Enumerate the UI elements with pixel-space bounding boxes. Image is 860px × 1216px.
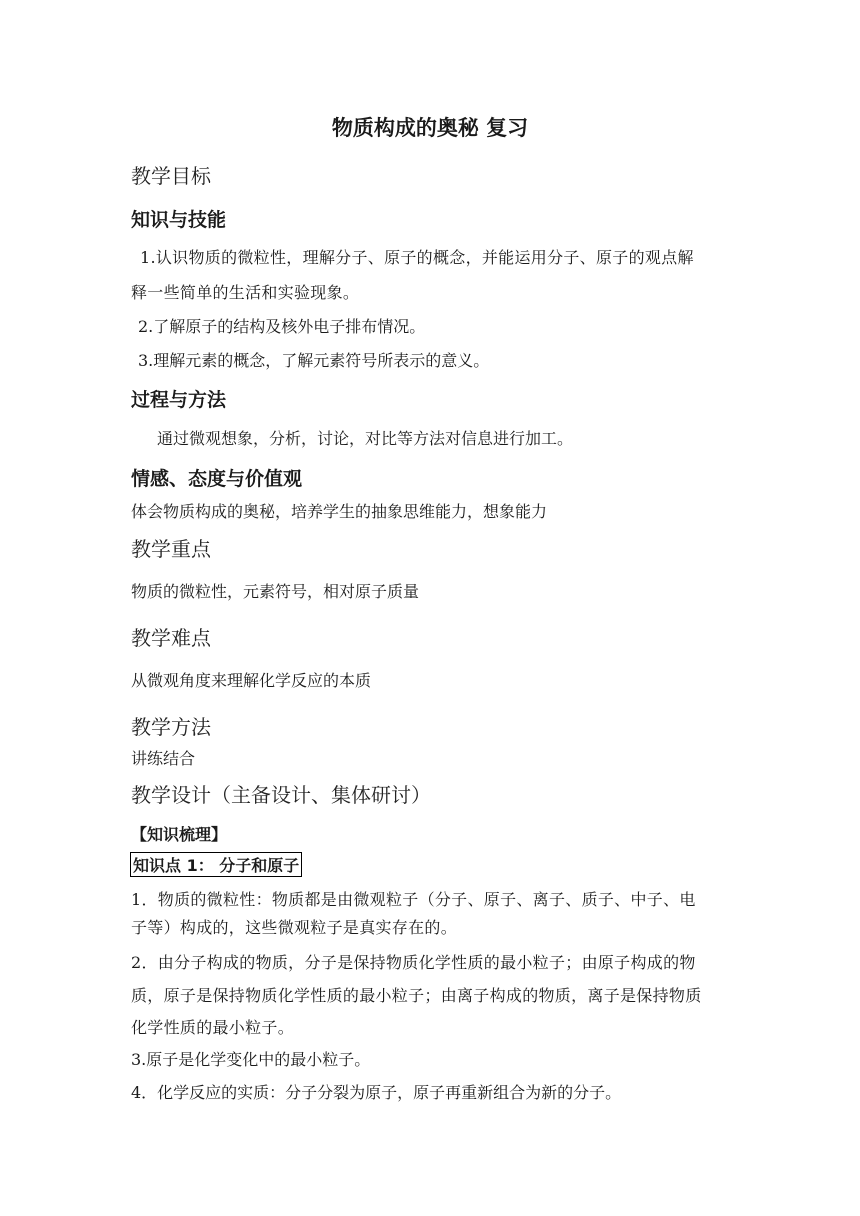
- item-2-line-1: 2．由分子构成的物质，分子是保持物质化学性质的最小粒子；由原子构成的物: [131, 953, 696, 972]
- knowledge-point-1-box: 知识点 1： 分子和原子: [130, 852, 302, 877]
- heading-design: 教学设计（主备设计、集体研讨）: [131, 783, 431, 807]
- item-1-line-1: 1．物质的微粒性：物质都是由微观粒子（分子、原子、离子、质子、中子、电: [131, 890, 696, 909]
- heading-key-points: 教学重点: [131, 537, 211, 561]
- item-1-line-2: 子等）构成的，这些微观粒子是真实存在的。: [131, 918, 458, 937]
- page-title: 物质构成的奥秘 复习: [331, 116, 529, 140]
- item-2-line-3: 化学性质的最小粒子。: [131, 1018, 295, 1037]
- item-4: 4．化学反应的实质：分子分裂为原子，原子再重新组合为新的分子。: [131, 1083, 622, 1102]
- heading-methods: 教学方法: [131, 715, 211, 739]
- key-points-text: 物质的微粒性，元素符号，相对原子质量: [131, 582, 420, 601]
- heading-knowledge-skills: 知识与技能: [131, 209, 227, 231]
- knowledge-review-heading: 【知识梳理】: [131, 825, 228, 844]
- heading-emotion: 情感、态度与价值观: [131, 468, 303, 490]
- knowledge-item-2: 2.了解原子的结构及核外电子排布情况。: [138, 317, 426, 336]
- knowledge-item-1-line-1: 1.认识物质的微粒性，理解分子、原子的概念，并能运用分子、原子的观点解: [140, 248, 694, 267]
- heading-difficulties: 教学难点: [131, 626, 211, 650]
- heading-process-method: 过程与方法: [131, 389, 227, 411]
- item-3: 3.原子是化学变化中的最小粒子。: [131, 1050, 371, 1069]
- emotion-text: 体会物质构成的奥秘，培养学生的抽象思维能力，想象能力: [131, 502, 548, 521]
- knowledge-item-1-line-2: 释一些简单的生活和实验现象。: [131, 283, 360, 302]
- methods-text: 讲练结合: [131, 749, 196, 768]
- process-method-text: 通过微观想象，分析，讨论，对比等方法对信息进行加工。: [157, 429, 574, 448]
- difficulties-text: 从微观角度来理解化学反应的本质: [131, 671, 372, 690]
- knowledge-item-3: 3.理解元素的概念，了解元素符号所表示的意义。: [138, 351, 490, 370]
- heading-objectives: 教学目标: [131, 164, 211, 188]
- item-2-line-2: 质，原子是保持物质化学性质的最小粒子；由离子构成的物质，离子是保持物质: [131, 986, 702, 1005]
